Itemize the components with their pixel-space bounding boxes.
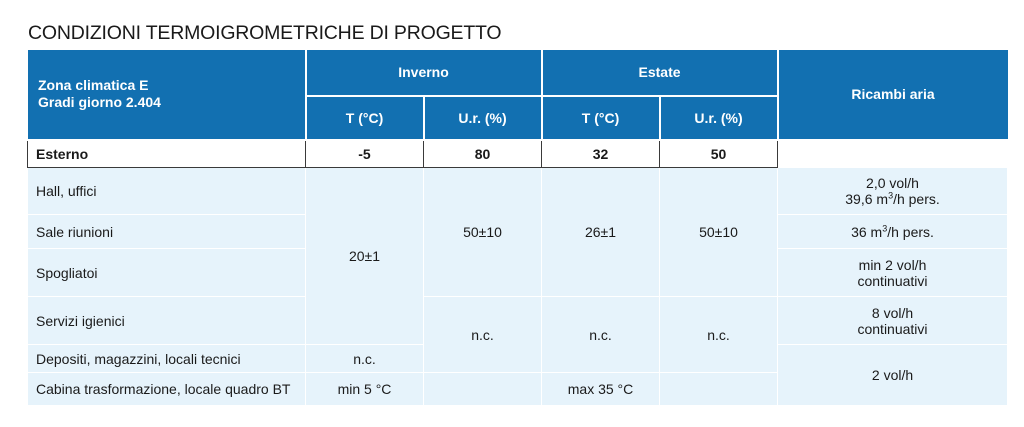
summer-header: Estate (542, 50, 778, 96)
depositi-winter-temp: n.c. (306, 345, 424, 373)
row-label-esterno: Esterno (28, 140, 306, 168)
sale-air-changes: 36 $m^3/h$ pers. (778, 215, 1008, 249)
offices-summer-temp: 26±1 (542, 168, 660, 297)
degree-days-label: Gradi giorno 2.404 (38, 94, 161, 111)
hall-air-changes-line2: 39,6 $m^3/h$ pers. (845, 190, 940, 207)
summer-rh-header: U.r. (%) (660, 96, 778, 140)
winter-rh-header: U.r. (%) (424, 96, 542, 140)
spogliatoi-air-changes-line2: continuativi (857, 272, 928, 289)
tech-air-changes: 2 vol/h (778, 345, 1008, 406)
winter-temp-header: T (°C) (306, 96, 424, 140)
cabina-winter-temp: min 5 °C (306, 373, 424, 406)
spogliatoi-air-changes-line1: min 2 vol/h (858, 256, 927, 273)
esterno-summer-temp: 32 (542, 140, 660, 168)
page-title: CONDIZIONI TERMOIGROMETRICHE DI PROGETTO (28, 22, 502, 44)
servizi-air-changes-line2: continuativi (857, 320, 928, 337)
esterno-summer-rh: 50 (660, 140, 778, 168)
cabina-summer-rh (660, 373, 778, 406)
row-label-servizi: Servizi igienici (28, 297, 306, 345)
row-label-cabina: Cabina trasformazione, locale quadro BT (28, 373, 306, 406)
tech-summer-rh: n.c. (660, 297, 778, 373)
tech-summer-temp: n.c. (542, 297, 660, 373)
hall-air-changes-line1: 2,0 vol/h (866, 175, 919, 191)
row-label-spogliatoi: Spogliatoi (28, 249, 306, 297)
zone-label: Zona climatica E (38, 77, 149, 94)
row-label-hall: Hall, uffici (28, 168, 306, 215)
zone-header (28, 50, 306, 140)
esterno-winter-rh: 80 (424, 140, 542, 168)
hall-air-changes (778, 168, 1008, 215)
servizi-air-changes-line1: 8 vol/h (871, 304, 914, 321)
esterno-winter-temp: -5 (306, 140, 424, 168)
table-row-esterno (28, 140, 1008, 168)
spogliatoi-air-changes (778, 249, 1008, 297)
table-row-servizi (28, 297, 1008, 345)
air-changes-header: Ricambi aria (778, 50, 1008, 140)
offices-summer-rh: 50±10 (660, 168, 778, 297)
offices-winter-temp: 20±1 (306, 168, 424, 345)
summer-temp-header: T (°C) (542, 96, 660, 140)
thermo-conditions-table (27, 49, 1008, 406)
row-label-sale: Sale riunioni (28, 215, 306, 249)
offices-winter-rh: 50±10 (424, 168, 542, 297)
winter-header: Inverno (306, 50, 542, 96)
cabina-winter-rh (424, 373, 542, 406)
row-label-depositi: Depositi, magazzini, locali tecnici (28, 345, 306, 373)
servizi-air-changes (778, 297, 1008, 345)
table-row-hall (28, 168, 1008, 215)
tech-winter-rh: n.c. (424, 297, 542, 373)
cabina-summer-temp: max 35 °C (542, 373, 660, 406)
